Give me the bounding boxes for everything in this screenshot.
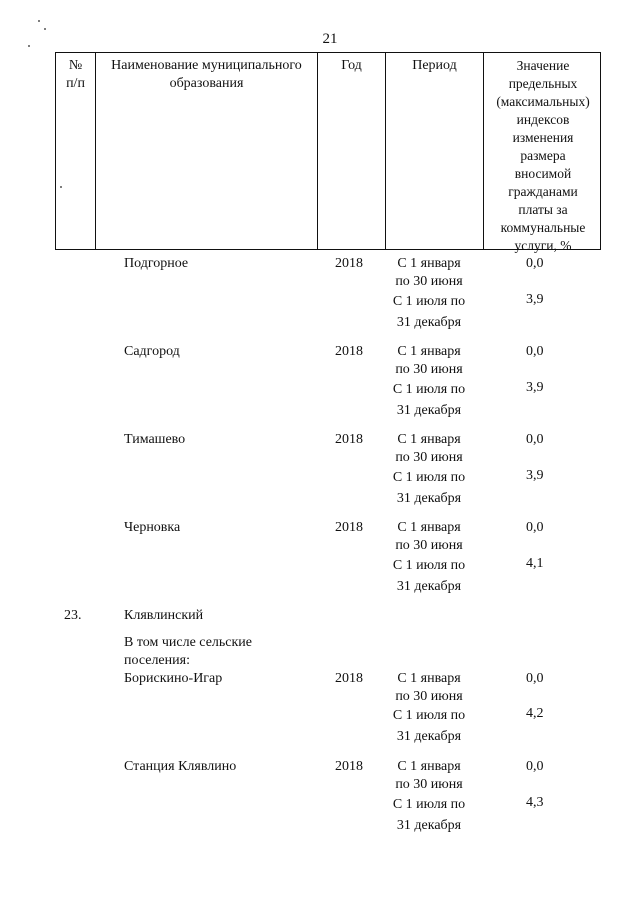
header-value: Значение предельных (максимальных) индексов изменения размера вносимой гражданами платы за коммунальные услуги, % <box>496 58 590 253</box>
value-second-half: 3,9 <box>526 468 544 483</box>
row-year: 2018 <box>335 671 363 686</box>
column-divider <box>317 53 318 249</box>
district-number: 23. <box>64 608 82 623</box>
period-first-half: С 1 января по 30 июня <box>395 520 463 553</box>
period-second-half: С 1 июля по 31 декабря <box>392 708 466 744</box>
value-first-half: 0,0 <box>526 432 544 447</box>
value-first-half: 0,0 <box>526 520 544 535</box>
header-year: Год <box>341 58 362 73</box>
period-second-half: С 1 июля по 31 декабря <box>392 294 466 330</box>
municipality-name: Черновка <box>124 520 181 535</box>
value-second-half: 4,1 <box>526 556 544 571</box>
value-first-half: 0,0 <box>526 344 544 359</box>
header-name: Наименование муниципального образования <box>111 58 302 91</box>
municipality-name: Станция Клявлино <box>124 759 237 774</box>
value-first-half: 0,0 <box>526 759 544 774</box>
period-second-half: С 1 июля по 31 декабря <box>392 470 466 506</box>
period-second-half: С 1 июля по 31 декабря <box>392 797 466 833</box>
value-first-half: 0,0 <box>526 256 544 271</box>
page-number: 21 <box>322 31 338 47</box>
period-first-half: С 1 января по 30 июня <box>395 344 463 377</box>
district-subheading: В том числе сельские поселения: <box>124 635 253 668</box>
value-second-half: 3,9 <box>526 380 544 395</box>
header-period: Период <box>412 58 457 73</box>
period-first-half: С 1 января по 30 июня <box>395 671 463 704</box>
table-header <box>55 52 601 253</box>
municipality-name: Подгорное <box>124 256 189 271</box>
row-year: 2018 <box>335 344 363 359</box>
value-second-half: 4,2 <box>526 706 544 721</box>
district-name: Клявлинский <box>124 608 204 623</box>
period-first-half: С 1 января по 30 июня <box>395 256 463 289</box>
period-first-half: С 1 января по 30 июня <box>395 432 463 465</box>
period-first-half: С 1 января по 30 июня <box>395 759 463 792</box>
scan-speck <box>28 45 30 47</box>
municipality-name: Борискино-Игар <box>124 671 223 686</box>
municipality-name: Тимашево <box>124 432 186 447</box>
row-year: 2018 <box>335 432 363 447</box>
row-year: 2018 <box>335 759 363 774</box>
header-number: № п/п <box>66 58 85 91</box>
scan-speck <box>38 20 40 22</box>
scan-speck <box>60 186 62 188</box>
municipality-name: Садгород <box>124 344 180 359</box>
row-year: 2018 <box>335 520 363 535</box>
value-first-half: 0,0 <box>526 671 544 686</box>
period-second-half: С 1 июля по 31 декабря <box>392 382 466 418</box>
value-second-half: 4,3 <box>526 795 544 810</box>
value-second-half: 3,9 <box>526 292 544 307</box>
period-second-half: С 1 июля по 31 декабря <box>392 558 466 594</box>
column-divider <box>385 53 386 249</box>
row-year: 2018 <box>335 256 363 271</box>
scan-speck <box>44 28 46 30</box>
